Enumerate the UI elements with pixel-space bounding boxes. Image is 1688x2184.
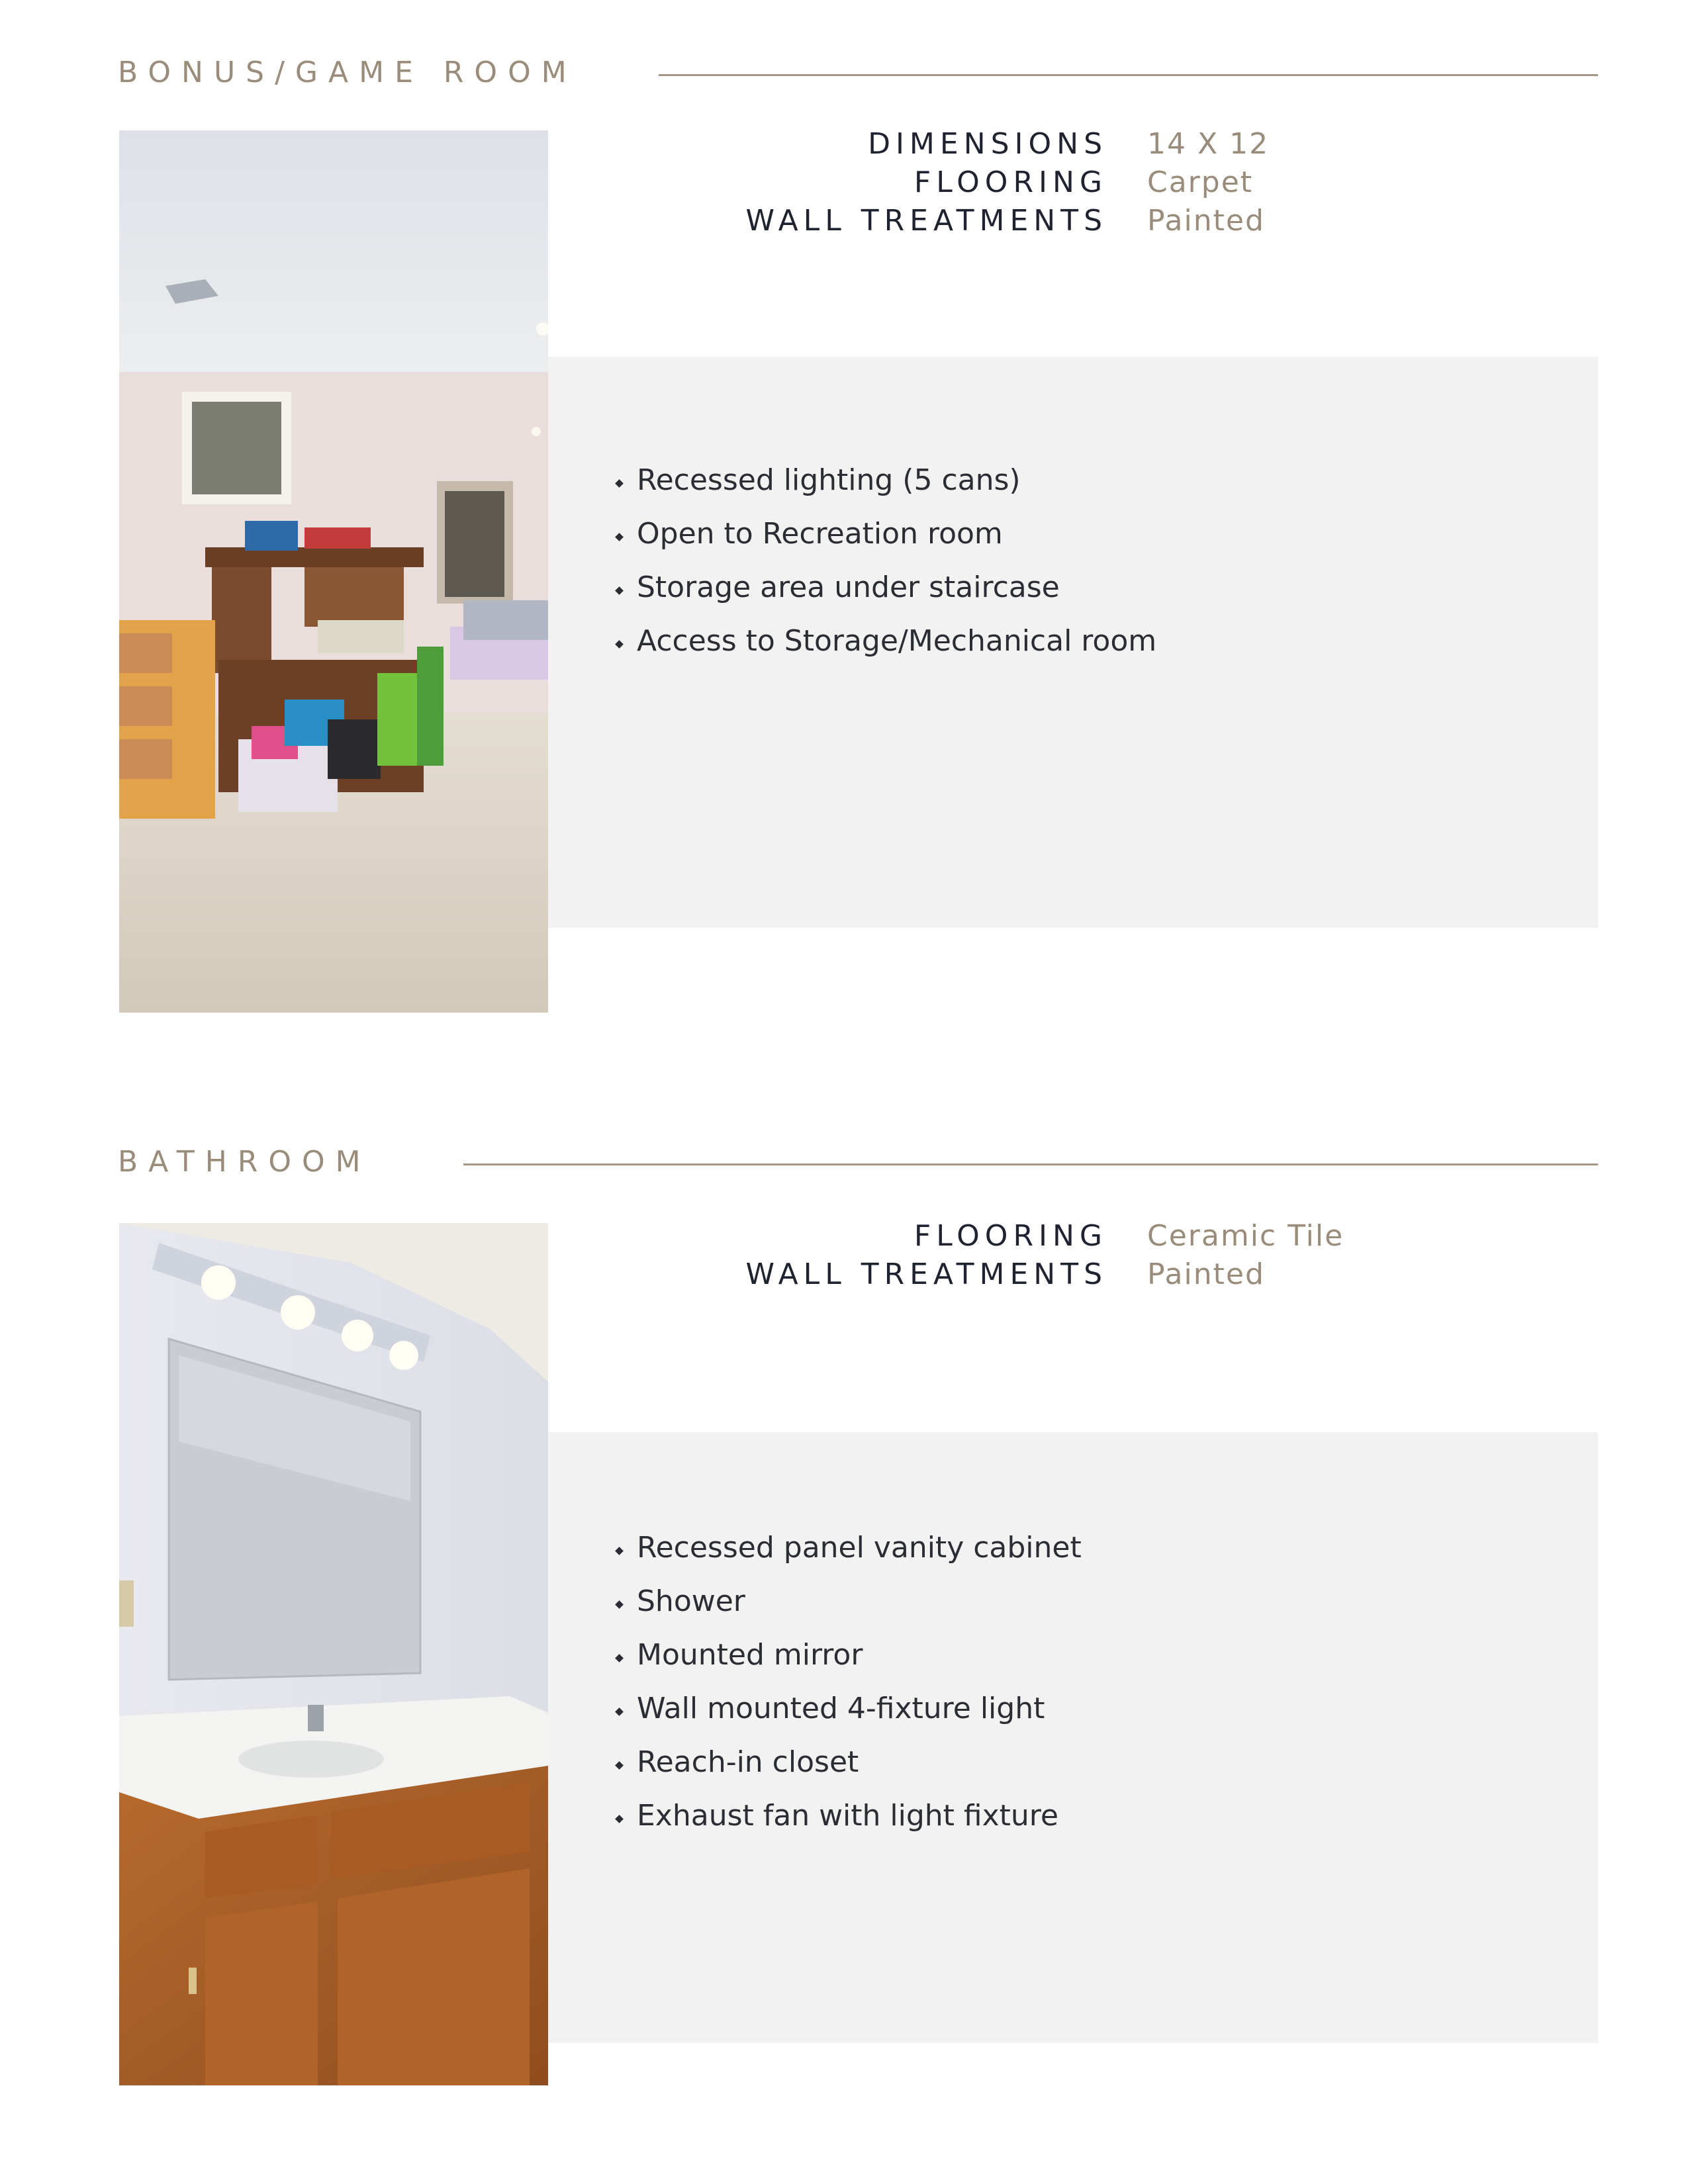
spec-value-flooring: Carpet xyxy=(1147,165,1254,199)
spec-value-dimensions: 14 X 12 xyxy=(1147,127,1270,161)
feature-item: Recessed panel vanity cabinet xyxy=(637,1531,1082,1565)
spec-value-wall-treatments: Painted xyxy=(1147,204,1265,238)
feature-item: Wall mounted 4-fixture light xyxy=(637,1692,1045,1725)
feature-item: Access to Storage/Mechanical room xyxy=(637,624,1157,658)
spec-value-wall-treatments: Painted xyxy=(1147,1257,1265,1291)
feature-item: Mounted mirror xyxy=(637,1638,863,1672)
feature-item: Shower xyxy=(637,1584,745,1618)
spec-label-flooring: FLOORING xyxy=(914,165,1107,199)
feature-item: Reach-in closet xyxy=(637,1745,859,1779)
section-divider xyxy=(463,1163,1598,1165)
feature-item: Storage area under staircase xyxy=(637,570,1060,604)
features-panel xyxy=(548,1432,1598,2043)
feature-item: Recessed lighting (5 cans) xyxy=(637,463,1021,497)
section-divider xyxy=(659,74,1598,76)
feature-item: Open to Recreation room xyxy=(637,517,1003,551)
spec-label-dimensions: DIMENSIONS xyxy=(868,127,1107,161)
spec-label-flooring: FLOORING xyxy=(914,1219,1107,1253)
bathroom-photo xyxy=(119,1223,548,2085)
bonus-room-photo xyxy=(119,130,548,1013)
section-heading-bathroom: BATHROOM xyxy=(118,1145,371,1179)
spec-label-wall-treatments: WALL TREATMENTS xyxy=(745,204,1107,238)
section-heading-bonus-room: BONUS/GAME ROOM xyxy=(118,56,577,89)
spec-value-flooring: Ceramic Tile xyxy=(1147,1219,1344,1253)
feature-item: Exhaust fan with light fixture xyxy=(637,1799,1058,1833)
spec-label-wall-treatments: WALL TREATMENTS xyxy=(745,1257,1107,1291)
